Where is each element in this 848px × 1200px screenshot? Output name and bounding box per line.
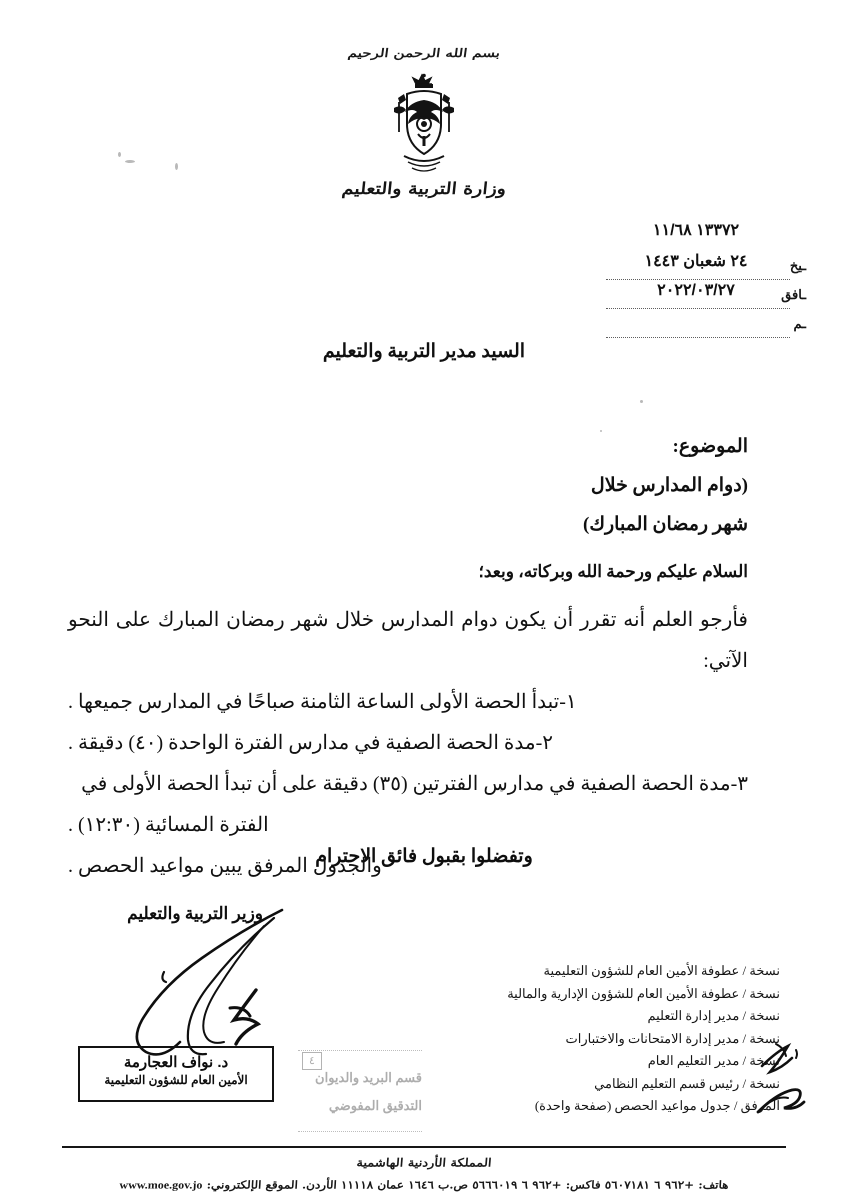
footer-divider: [62, 1146, 786, 1148]
cc-item: نسخة / عطوفة الأمين العام للشؤون الإدارية والمالية: [507, 985, 780, 1001]
cc-item: نسخة / مدير إدارة التعليم: [647, 1008, 780, 1023]
letter-body: [68, 600, 748, 887]
body-item-3-cont: الفترة المسائية (١٢:٣٠) .: [68, 814, 269, 836]
stamp-role: الأمين العام للشؤون التعليمية: [104, 1073, 248, 1087]
official-stamp: [78, 1046, 274, 1102]
scan-speck: [175, 163, 178, 170]
footer-website[interactable]: www.moe.gov.jo: [119, 1178, 203, 1192]
jordan-coat-of-arms-icon: [374, 72, 474, 176]
cc-item: نسخة / مدير إدارة الامتحانات والاختبارات: [565, 1030, 780, 1046]
mailroom-stamp-rule-top: [298, 1050, 422, 1051]
empty-field-rule: [606, 337, 790, 338]
footer-contact-text: هاتف: +٩٦٢ ٦ ٥٦٠٧١٨١ فاكس: +٩٦٢ ٦ ٥٦٦٦٠١٩ ص.ب ١٦٤٦ عمان ١١١١٨ الأردن. الموقع الإلكتروني:: [206, 1178, 729, 1192]
basmala-text: بسم الله الرحمن الرحيم: [346, 45, 502, 61]
signer-title: وزير التربية والتعليم: [127, 904, 263, 923]
closing-salutation: وتفضلوا بقبول فائق الاحترام: [315, 846, 533, 867]
reference-number-row: [606, 222, 806, 251]
gregorian-date-label: ـافق: [781, 287, 806, 302]
subject-line-1: (دوام المدارس خلال: [590, 475, 748, 496]
body-item-1: ١-تبدأ الحصة الأولى الساعة الثامنة صباحًا في المدارس جميعها .: [68, 691, 577, 713]
greeting: السلام عليكم ورحمة الله وبركاته، وبعد؛: [478, 562, 748, 581]
addressee: السيد مدير التربية والتعليم: [322, 341, 526, 362]
empty-field-row: [606, 309, 806, 338]
gregorian-date-row: [606, 280, 806, 309]
subject-label: الموضوع:: [672, 436, 748, 457]
scan-speck: [118, 152, 121, 157]
empty-field-label: ـم: [793, 316, 806, 331]
scan-speck: [640, 400, 643, 403]
body-item-2: ٢-مدة الحصة الصفية في مدارس الفترة الواحدة (٤٠) دقيقة .: [68, 732, 554, 754]
body-item-3: ٣-مدة الحصة الصفية في مدارس الفترتين (٣٥) دقيقة على أن تبدأ الحصة الأولى في: [81, 773, 748, 795]
cc-distribution-list: [480, 960, 780, 1118]
handwritten-initials: [756, 1032, 826, 1122]
ministry-name: وزارة التربية والتعليم: [340, 179, 508, 199]
footer-contact: [0, 1179, 848, 1193]
hijri-date-value: ٢٤ شعبان ١٤٤٣: [644, 253, 748, 270]
mailroom-stamp-line-1: قسم البريد والديوان: [315, 1070, 422, 1085]
intro-paragraph: فأرجو العلم أنه تقرر أن يكون دوام المدارس خلال شهر رمضان المبارك على النحو الآتي:: [68, 609, 748, 672]
cc-item: نسخة / رئيس قسم التعليم النظامي: [594, 1075, 780, 1091]
mailroom-stamp-number: ٤: [302, 1052, 322, 1070]
subject-block: [583, 427, 748, 544]
cc-attachment-item: المرفق / جدول مواعيد الحصص (صفحة واحدة): [534, 1098, 780, 1113]
stamp-name: د. نواف العجارمة: [123, 1054, 229, 1071]
scan-speck: [125, 160, 135, 163]
hijri-date-row: [606, 251, 806, 280]
mailroom-stamp-rule-bottom: [298, 1131, 422, 1132]
attachment-note: والجدول المرفق يبين مواعيد الحصص .: [68, 855, 382, 877]
footer-kingdom: المملكة الأردنية الهاشمية: [355, 1156, 493, 1171]
subject-line-2: شهر رمضان المبارك): [583, 514, 748, 535]
cc-item: نسخة / مدير التعليم العام: [647, 1053, 780, 1068]
hijri-date-label: ـيخ: [789, 258, 806, 273]
gregorian-date-value: ٢٠٢٢/٠٣/٢٧: [657, 282, 735, 299]
mailroom-stamp: [296, 1048, 424, 1134]
reference-number-value: ١٣٣٧٢ ١١/٦٨: [652, 222, 740, 239]
reference-block: [606, 222, 806, 338]
mailroom-stamp-line-2: التدقيق المفوضي: [328, 1098, 422, 1113]
cc-item: نسخة / عطوفة الأمين العام للشؤون التعليمية: [543, 963, 780, 978]
